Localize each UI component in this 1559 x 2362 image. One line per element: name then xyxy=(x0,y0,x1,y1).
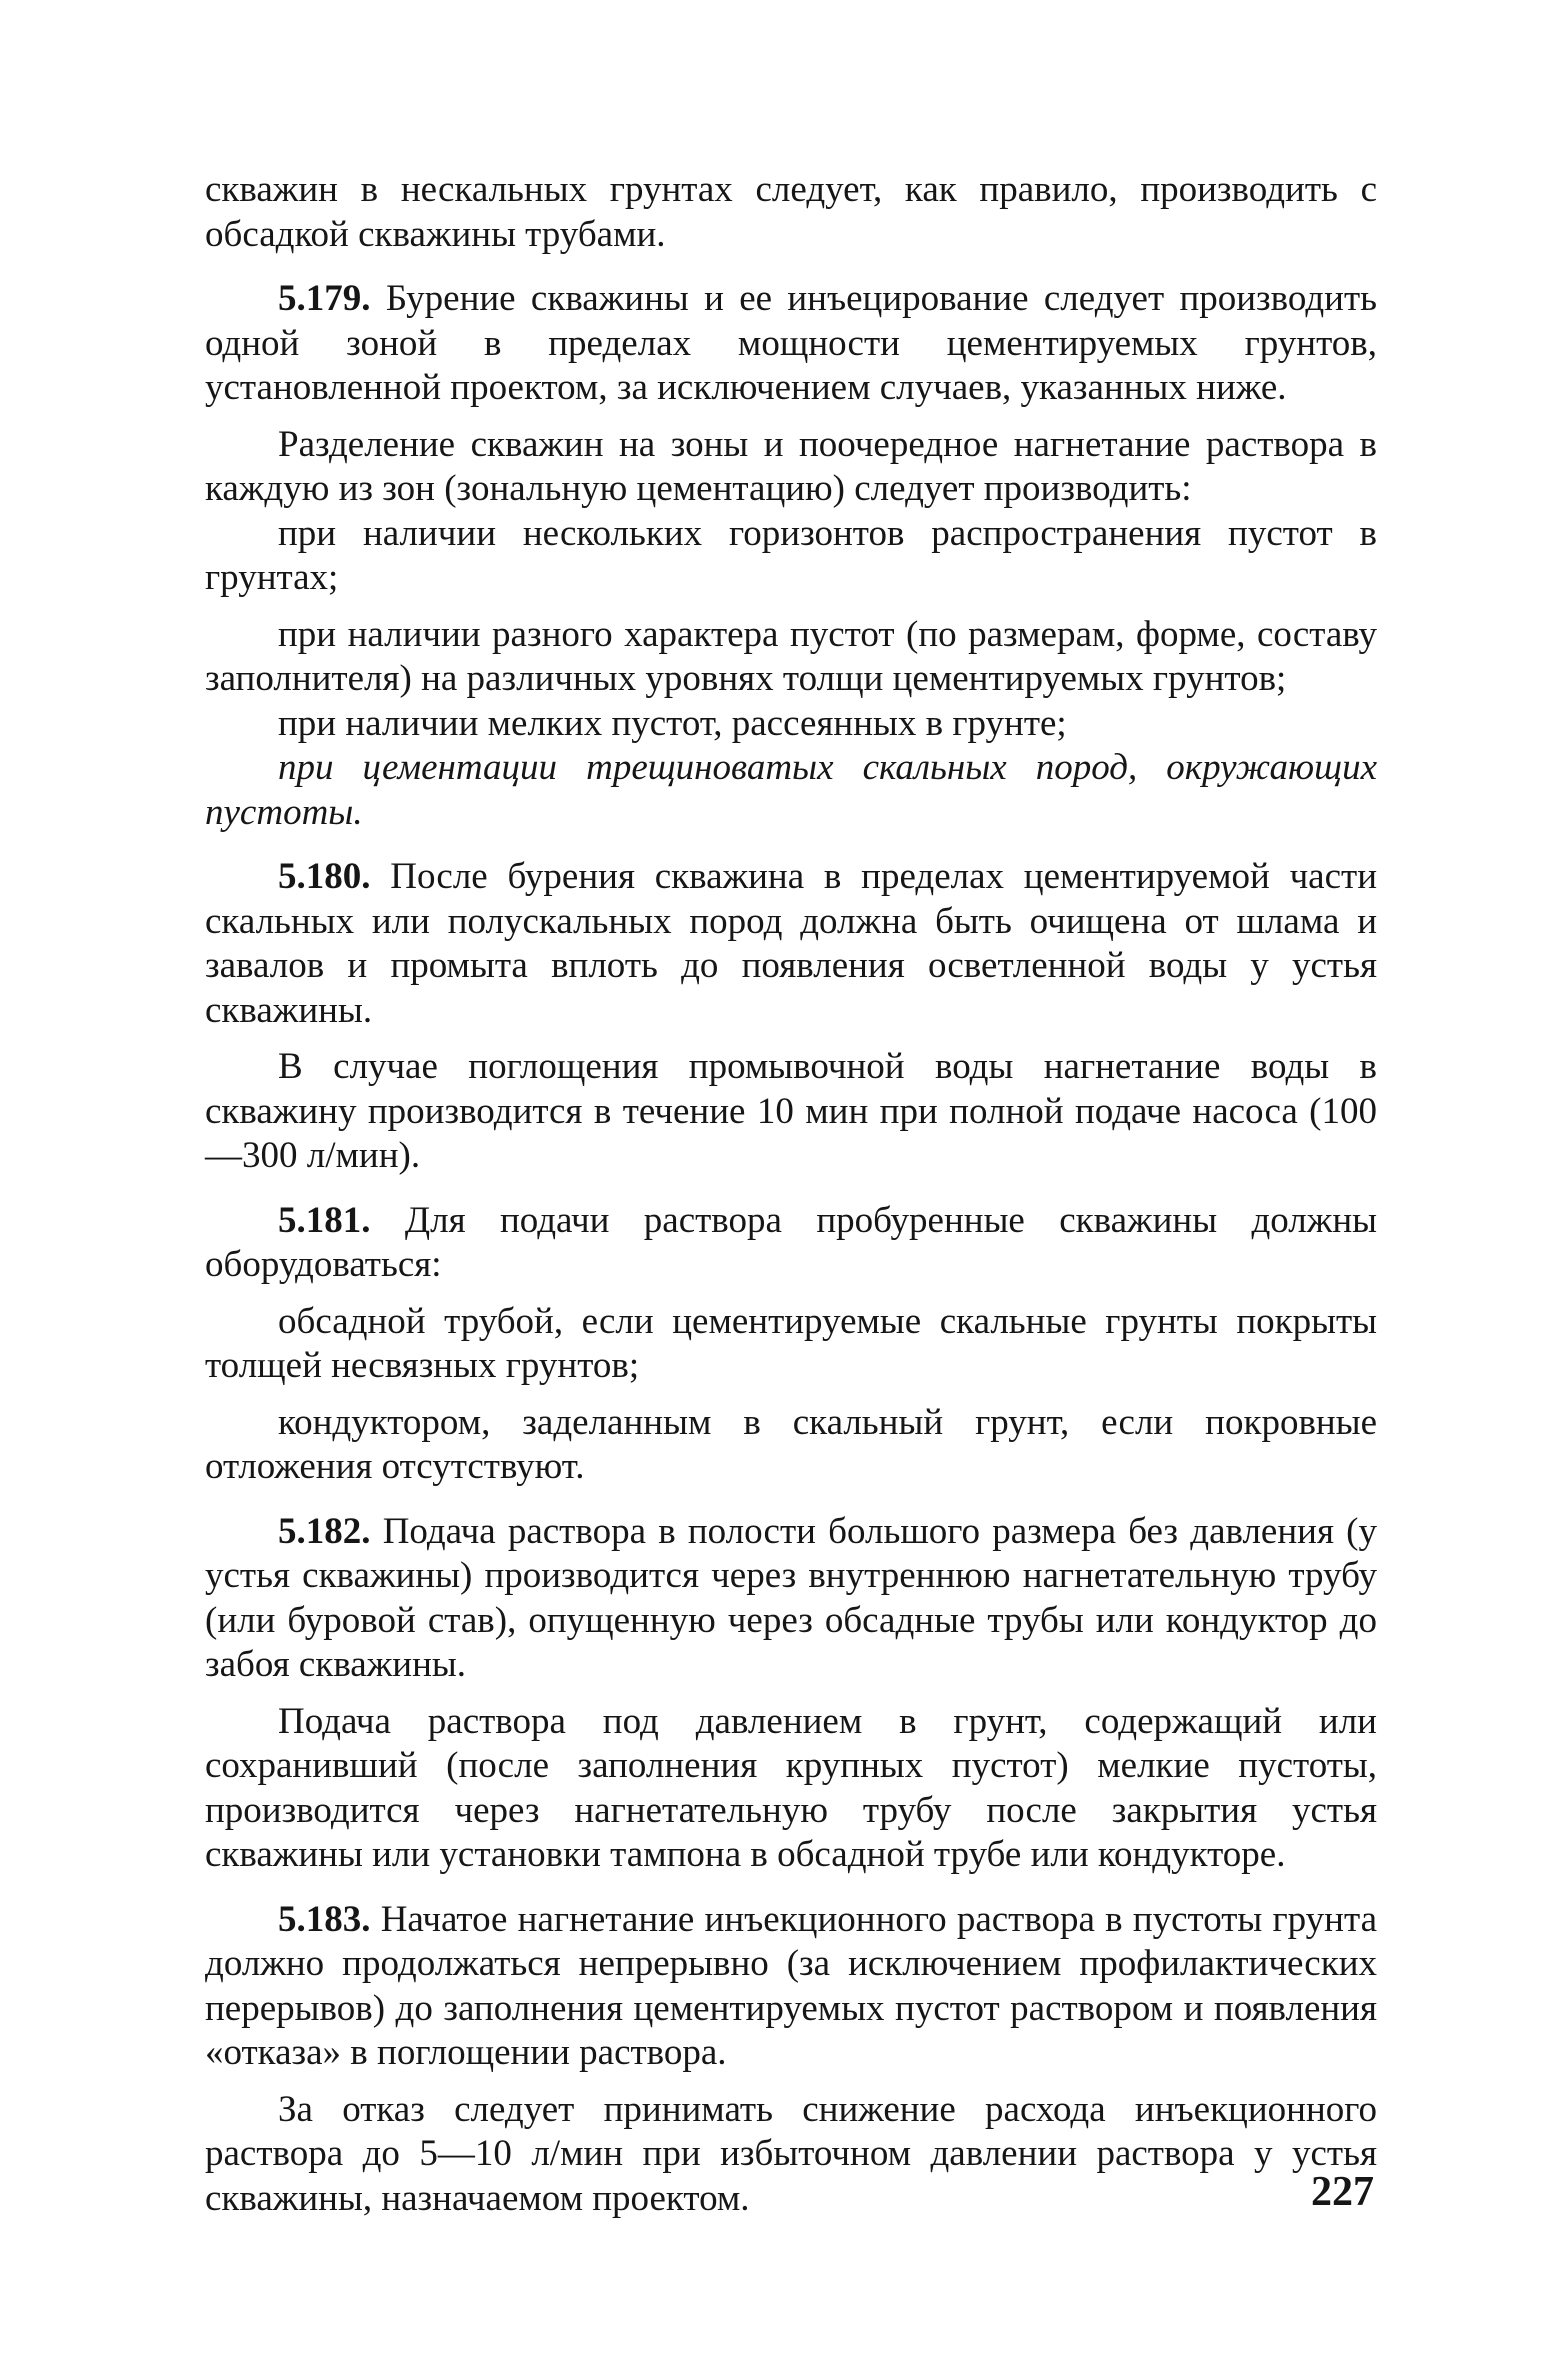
paragraph-text: при наличии нескольких горизонтов распространения пустот в грунтах; xyxy=(205,512,1377,598)
list-item xyxy=(205,1300,1377,1389)
paragraph-text: В случае поглощения промывочной воды нагнетание воды в скважину производится в течение 10 мин при полной подаче насоса (100—300 л/мин). xyxy=(205,1046,1377,1176)
paragraph-text: обсадной трубой, если цементируемые скальные грунты покрыты толщей несвязных грунтов; xyxy=(205,1300,1377,1386)
paragraph-text: Подача раствора под давлением в грунт, содержащий или сохранивший (после заполнения крупных пустот) мелкие пустоты, производится через нагнетательную трубу после закрытия устья скважины или установки тампона в обсадной трубе или кондукторе. xyxy=(205,1700,1377,1875)
paragraph-text: Подача раствора в полости большого размера без давления (у устья скважины) производится через внутреннюю нагнетательную трубу (или буровой став), опущенную через обсадные трубы или кондуктор до забоя скважины. xyxy=(205,1510,1377,1685)
list-item xyxy=(205,512,1377,601)
clause-5-180 xyxy=(205,855,1377,1033)
paragraph xyxy=(205,1700,1377,1878)
clause-number: 5.181. xyxy=(278,1199,371,1241)
clause-number: 5.182. xyxy=(278,1510,371,1552)
paragraph-text: при наличии разного характера пустот (по размерам, форме, составу заполнителя) на различных уровнях толщи цементируемых грунтов; xyxy=(205,613,1377,699)
paragraph-continuation xyxy=(205,168,1377,257)
paragraph-text: Начатое нагнетание инъекционного раствора в пустоты грунта должно продолжаться непрерывно (за исключением профилактических перерывов) до заполнения цементируемых пустот раствором и появления «отказа» в поглощении раствора. xyxy=(205,1898,1377,2073)
clause-5-181 xyxy=(205,1199,1377,1288)
clause-number: 5.183. xyxy=(278,1898,371,1940)
paragraph xyxy=(205,2088,1377,2222)
paragraph-text: Бурение скважины и ее инъецирование следует производить одной зоной в пределах мощности цементируемых грунтов, установленной проектом, за исключением случаев, указанных ниже. xyxy=(205,278,1377,408)
paragraph-text: при наличии мелких пустот, рассеянных в грунте; xyxy=(278,702,1067,744)
paragraph-text: скважин в нескальных грунтах следует, как правило, производить с обсадкой скважины трубами. xyxy=(205,169,1377,255)
clause-5-182 xyxy=(205,1510,1377,1688)
clause-number: 5.179. xyxy=(278,278,371,319)
paragraph xyxy=(205,423,1377,512)
paragraph-text: Разделение скважин на зоны и поочередное нагнетание раствора в каждую из зон (зональную цементацию) следует производить: xyxy=(205,423,1377,509)
clause-number: 5.180. xyxy=(278,856,371,897)
paragraph xyxy=(205,1045,1377,1179)
paragraph-text: Для подачи раствора пробуренные скважины должны оборудоваться: xyxy=(205,1199,1377,1285)
paragraph-text: За отказ следует принимать снижение расхода инъекционного раствора до 5—10 л/мин при избыточном давлении раствора у устья скважины, назначаемом проектом. xyxy=(205,2088,1377,2219)
paragraph-text: После бурения скважина в пределах цементируемой части скальных или полускальных пород должна быть очищена от шлама и завалов и промыта вплоть до появления осветленной воды у устья скважины. xyxy=(205,856,1377,1031)
clause-5-183 xyxy=(205,1898,1377,2076)
body-text xyxy=(205,168,1377,2221)
clause-5-179 xyxy=(205,277,1377,411)
list-item xyxy=(205,1401,1377,1490)
paragraph-text: при цементации трещиноватых скальных пород, окружающих пустоты. xyxy=(205,747,1377,833)
list-item xyxy=(205,746,1377,835)
list-item xyxy=(205,613,1377,702)
page-number: 227 xyxy=(1311,2169,1374,2215)
paragraph-text: кондуктором, заделанным в скальный грунт, если покровные отложения отсутствуют. xyxy=(205,1401,1377,1487)
list-item xyxy=(205,702,1377,747)
